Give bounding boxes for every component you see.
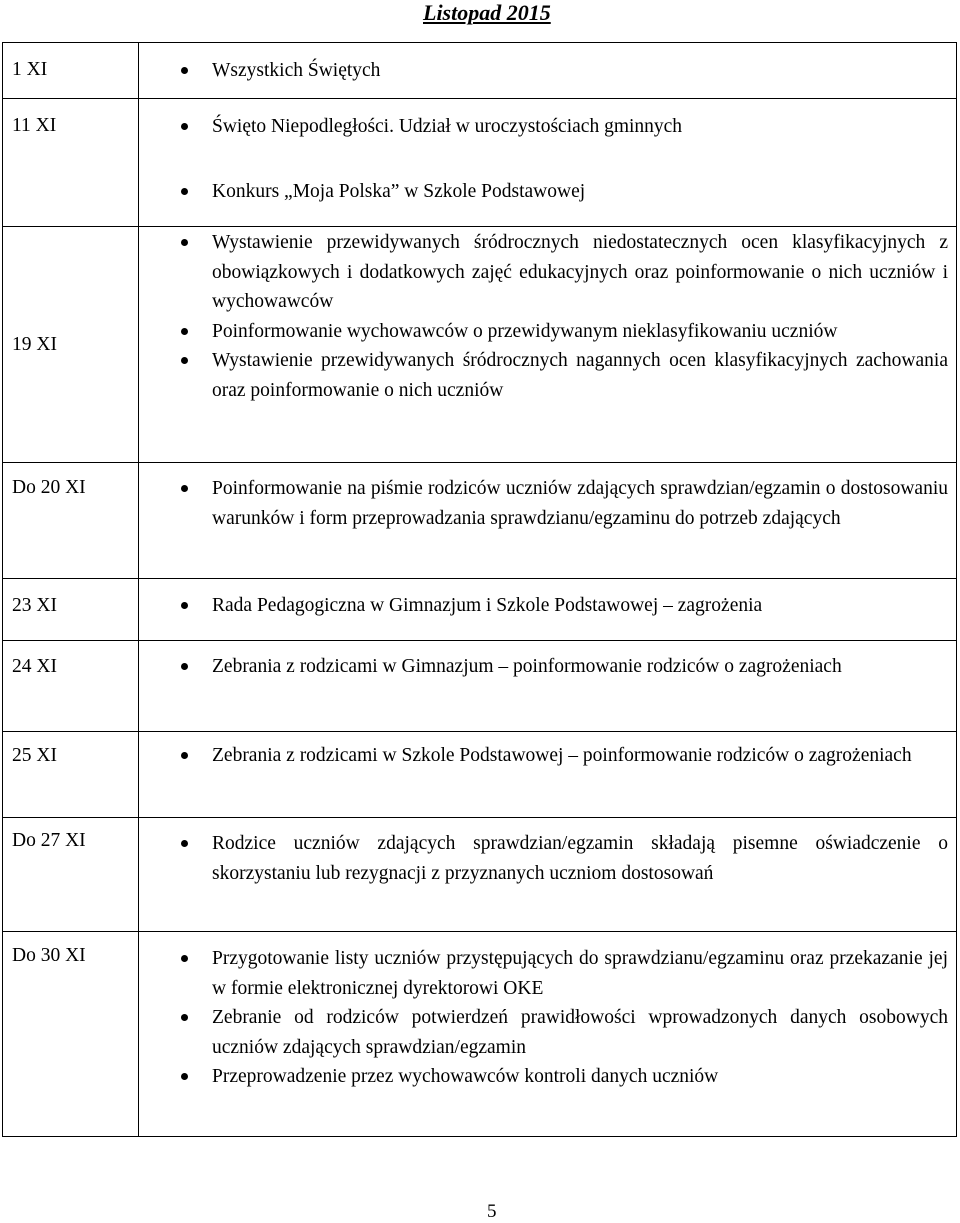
bullet-icon [181, 602, 188, 609]
table-row [3, 732, 957, 818]
bullet-icon [181, 1073, 188, 1080]
date-cell: Do 27 XI [3, 818, 139, 932]
item-text: Zebranie od rodziców potwierdzeń prawidłowości wprowadzonych danych osobowych uczniów zdających sprawdzian/egzamin [212, 1007, 948, 1058]
item-text: Rada Pedagogiczna w Gimnazjum i Szkole Podstawowej – zagrożenia [212, 595, 763, 616]
item-text: Święto Niepodległości. Udział w uroczystościach gminnych [212, 116, 683, 137]
content-cell [139, 463, 957, 579]
item-text: Zebrania z rodzicami w Gimnazjum – poinformowanie rodziców o zagrożeniach [212, 656, 842, 677]
list-item [139, 1062, 948, 1092]
content-cell [139, 818, 957, 932]
schedule-table [2, 42, 957, 1137]
bullet-icon [181, 328, 188, 335]
list-item [139, 829, 948, 888]
bullet-icon [181, 663, 188, 670]
item-text: Konkurs „Moja Polska” w Szkole Podstawowej [212, 180, 586, 202]
list-item [139, 112, 948, 142]
item-text: Poinformowanie wychowawców o przewidywanym nieklasyfikowaniu uczniów [212, 320, 838, 342]
bullet-icon [181, 357, 188, 364]
content-cell [139, 579, 957, 641]
date-cell: 25 XI [3, 732, 139, 818]
bullet-icon [181, 752, 188, 759]
table-row [3, 932, 957, 1137]
bullet-icon [181, 840, 188, 847]
table-row [3, 99, 957, 227]
date-cell: 24 XI [3, 641, 139, 732]
content-cell [139, 99, 957, 227]
list-item [139, 944, 948, 1003]
item-text: Zebrania z rodzicami w Szkole Podstawowej – poinformowanie rodziców o zagrożeniach [212, 745, 912, 766]
bullet-icon [181, 188, 188, 195]
table-row [3, 43, 957, 99]
list-item [139, 591, 948, 621]
content-cell [139, 43, 957, 99]
content-cell [139, 227, 957, 463]
date-cell: 11 XI [3, 99, 139, 227]
item-text: Poinformowanie na piśmie rodziców uczniów zdających sprawdzian/egzamin o dostosowaniu warunków i form przeprowadzania sprawdzianu/egzaminu do potrzeb zdających [212, 478, 948, 529]
date-cell: Do 30 XI [3, 932, 139, 1137]
item-text: Wszystkich Świętych [212, 60, 381, 81]
page-title: Listopad 2015 [423, 0, 551, 25]
bullet-icon [181, 239, 188, 246]
table-row [3, 463, 957, 579]
list-item [139, 741, 948, 771]
page-number: 5 [487, 1201, 497, 1222]
list-item [139, 228, 948, 317]
list-item [139, 1003, 948, 1062]
bullet-icon [181, 485, 188, 492]
date-cell: Do 20 XI [3, 463, 139, 579]
list-item [139, 652, 948, 682]
item-text: Wystawienie przewidywanych śródrocznych niedostatecznych ocen klasyfikacyjnych z obowiązkowych i dodatkowych zajęć edukacyjnych oraz poinformowanie o nich uczniów i wychowawców [212, 232, 948, 312]
date-cell: 19 XI [3, 227, 139, 463]
content-cell [139, 732, 957, 818]
item-text: Przygotowanie listy uczniów przystępujących do sprawdzianu/egzaminu oraz przekazanie jej w formie elektronicznej dyrektorowi OKE [212, 948, 948, 999]
item-text: Rodzice uczniów zdających sprawdzian/egzamin składają pisemne oświadczenie o skorzystaniu lub rezygnacji z przyznanych uczniom dostosowań [212, 833, 948, 884]
list-item [139, 317, 948, 347]
date-cell: 1 XI [3, 43, 139, 99]
date-cell: 23 XI [3, 579, 139, 641]
table-row [3, 579, 957, 641]
table-row [3, 818, 957, 932]
bullet-icon [181, 123, 188, 130]
list-item [139, 177, 948, 207]
bullet-icon [181, 1014, 188, 1021]
bullet-icon [181, 67, 188, 74]
bullet-icon [181, 955, 188, 962]
content-cell [139, 932, 957, 1137]
item-text: Przeprowadzenie przez wychowawców kontroli danych uczniów [212, 1066, 719, 1087]
table-row [3, 227, 957, 463]
content-cell [139, 641, 957, 732]
table-row [3, 641, 957, 732]
list-item [139, 56, 948, 86]
list-item [139, 346, 948, 405]
list-item [139, 474, 948, 533]
item-text: Wystawienie przewidywanych śródrocznych nagannych ocen klasyfikacyjnych zachowania oraz poinformowanie o nich uczniów [212, 350, 948, 401]
